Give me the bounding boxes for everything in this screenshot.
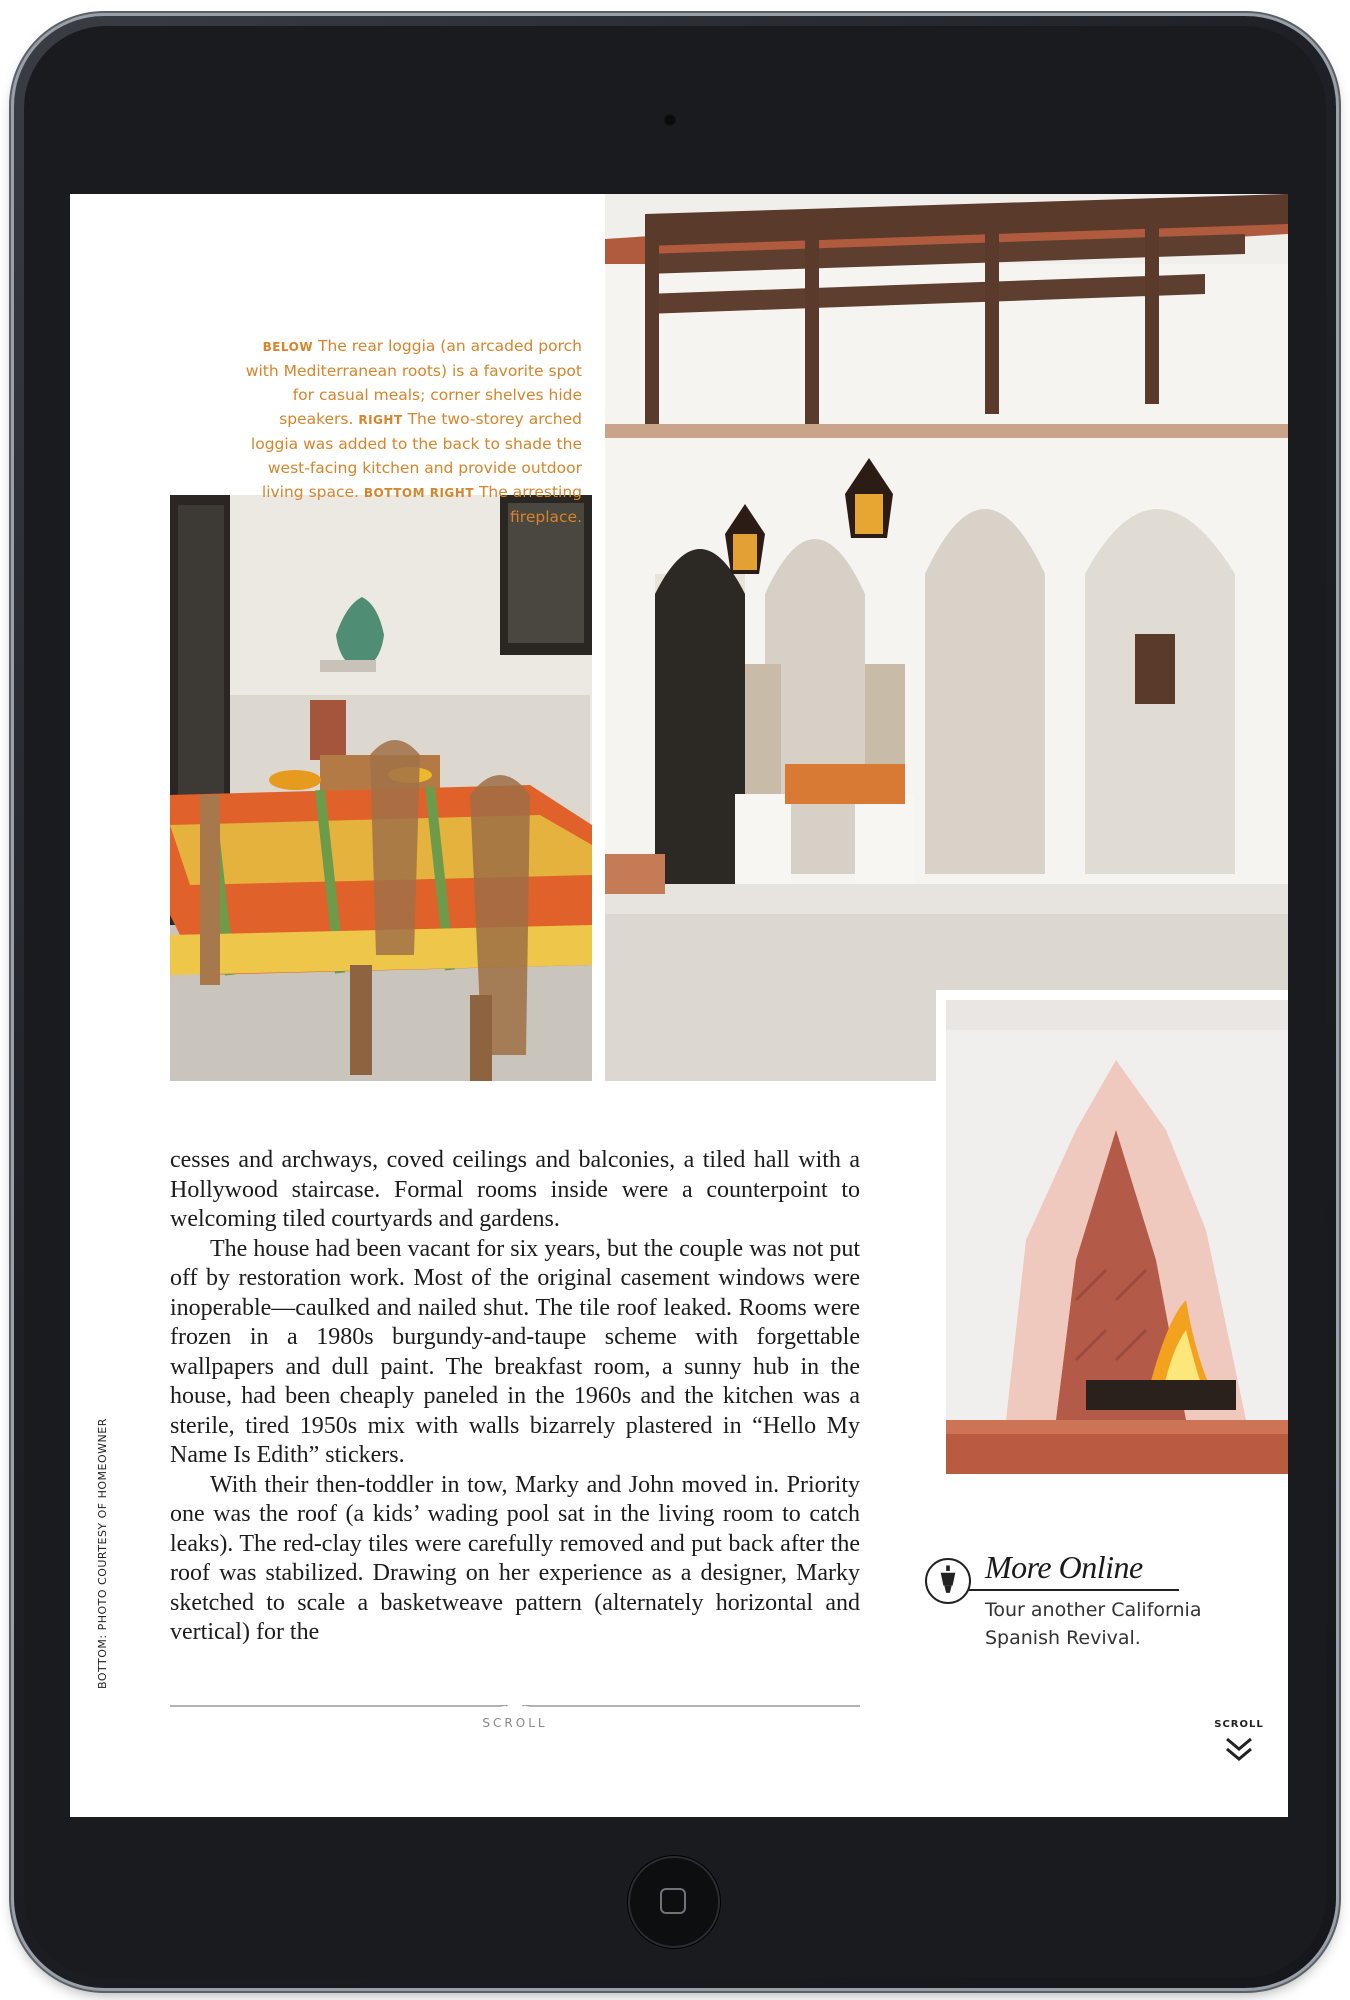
lantern-icon: [925, 1558, 971, 1604]
more-online-title: More Online: [985, 1549, 1143, 1585]
more-online-link[interactable]: [925, 1549, 1225, 1679]
caption-label-bottom-right: BOTTOM RIGHT: [363, 486, 475, 500]
more-online-rule: [969, 1589, 1179, 1591]
article-paragraph: With their then-toddler in tow, Marky and John moved in. Priority one was the roof (a kids’ wading pool sat in the living room to catch leaks). The red-clay tiles were carefully removed and put back after the roof was stabilized. Drawing on her experience as a designer, Marky sketched to scale a basketweave pattern (alternately horizontal and vertical) for the: [170, 1471, 860, 1645]
caption-label-right: RIGHT: [358, 413, 403, 427]
article-paragraph: The house had been vacant for six years, but the couple was not put off by restoration work. Most of the original casement windows were inoperable—caulked and nailed shut. The tile roof leaked. Rooms were frozen in a 1980s burgundy-and-taupe scheme with forgettable wallpapers and dull paint. The breakfast room, a sunny hub in the house, had been cheaply paneled in the 1960s and the kitchen was a sterile, tired 1950s mix with walls bizarrely plastered in “Hello My Name Is Edith” stickers.: [170, 1235, 860, 1468]
camera-icon: [663, 113, 677, 127]
photo-two-storey-loggia: [605, 194, 1288, 1081]
scroll-corner-label: SCROLL: [1214, 1719, 1264, 1730]
photo-fireplace: [936, 990, 1288, 1474]
double-chevron-down-icon: [1214, 1733, 1264, 1773]
caption-text-bottom-right: The arresting fireplace.: [474, 483, 582, 526]
caption-text-right: The two-storey arched loggia was added to the back to shade the west-facing kitchen and provide outdoor living space.: [250, 410, 582, 501]
home-square-icon: [660, 1888, 686, 1914]
magazine-page[interactable]: [70, 194, 1288, 1817]
more-online-text[interactable]: Tour another California Spanish Revival.: [985, 1599, 1202, 1649]
caption-text-below: The rear loggia (an arcaded porch with Mediterranean roots) is a favorite spot for casual meals; corner shelves hide speakers.: [245, 337, 582, 428]
photo-dining-table: [170, 495, 592, 1081]
home-button[interactable]: [628, 1856, 720, 1948]
caption-label-below: BELOW: [262, 340, 314, 354]
photo-caption: [230, 334, 582, 529]
photo-credit: BOTTOM: PHOTO COURTESY OF HOMEOWNER: [96, 1418, 109, 1689]
scroll-label[interactable]: SCROLL: [482, 1716, 548, 1730]
article-body: [170, 1146, 860, 1648]
article-paragraph: cesses and archways, coved ceilings and balconies, a tiled hall with a Hollywood staircase. Formal rooms inside were a counterpoint to welcoming tiled courtyards and gardens.: [170, 1147, 860, 1232]
scroll-down-button[interactable]: [1214, 1719, 1264, 1769]
